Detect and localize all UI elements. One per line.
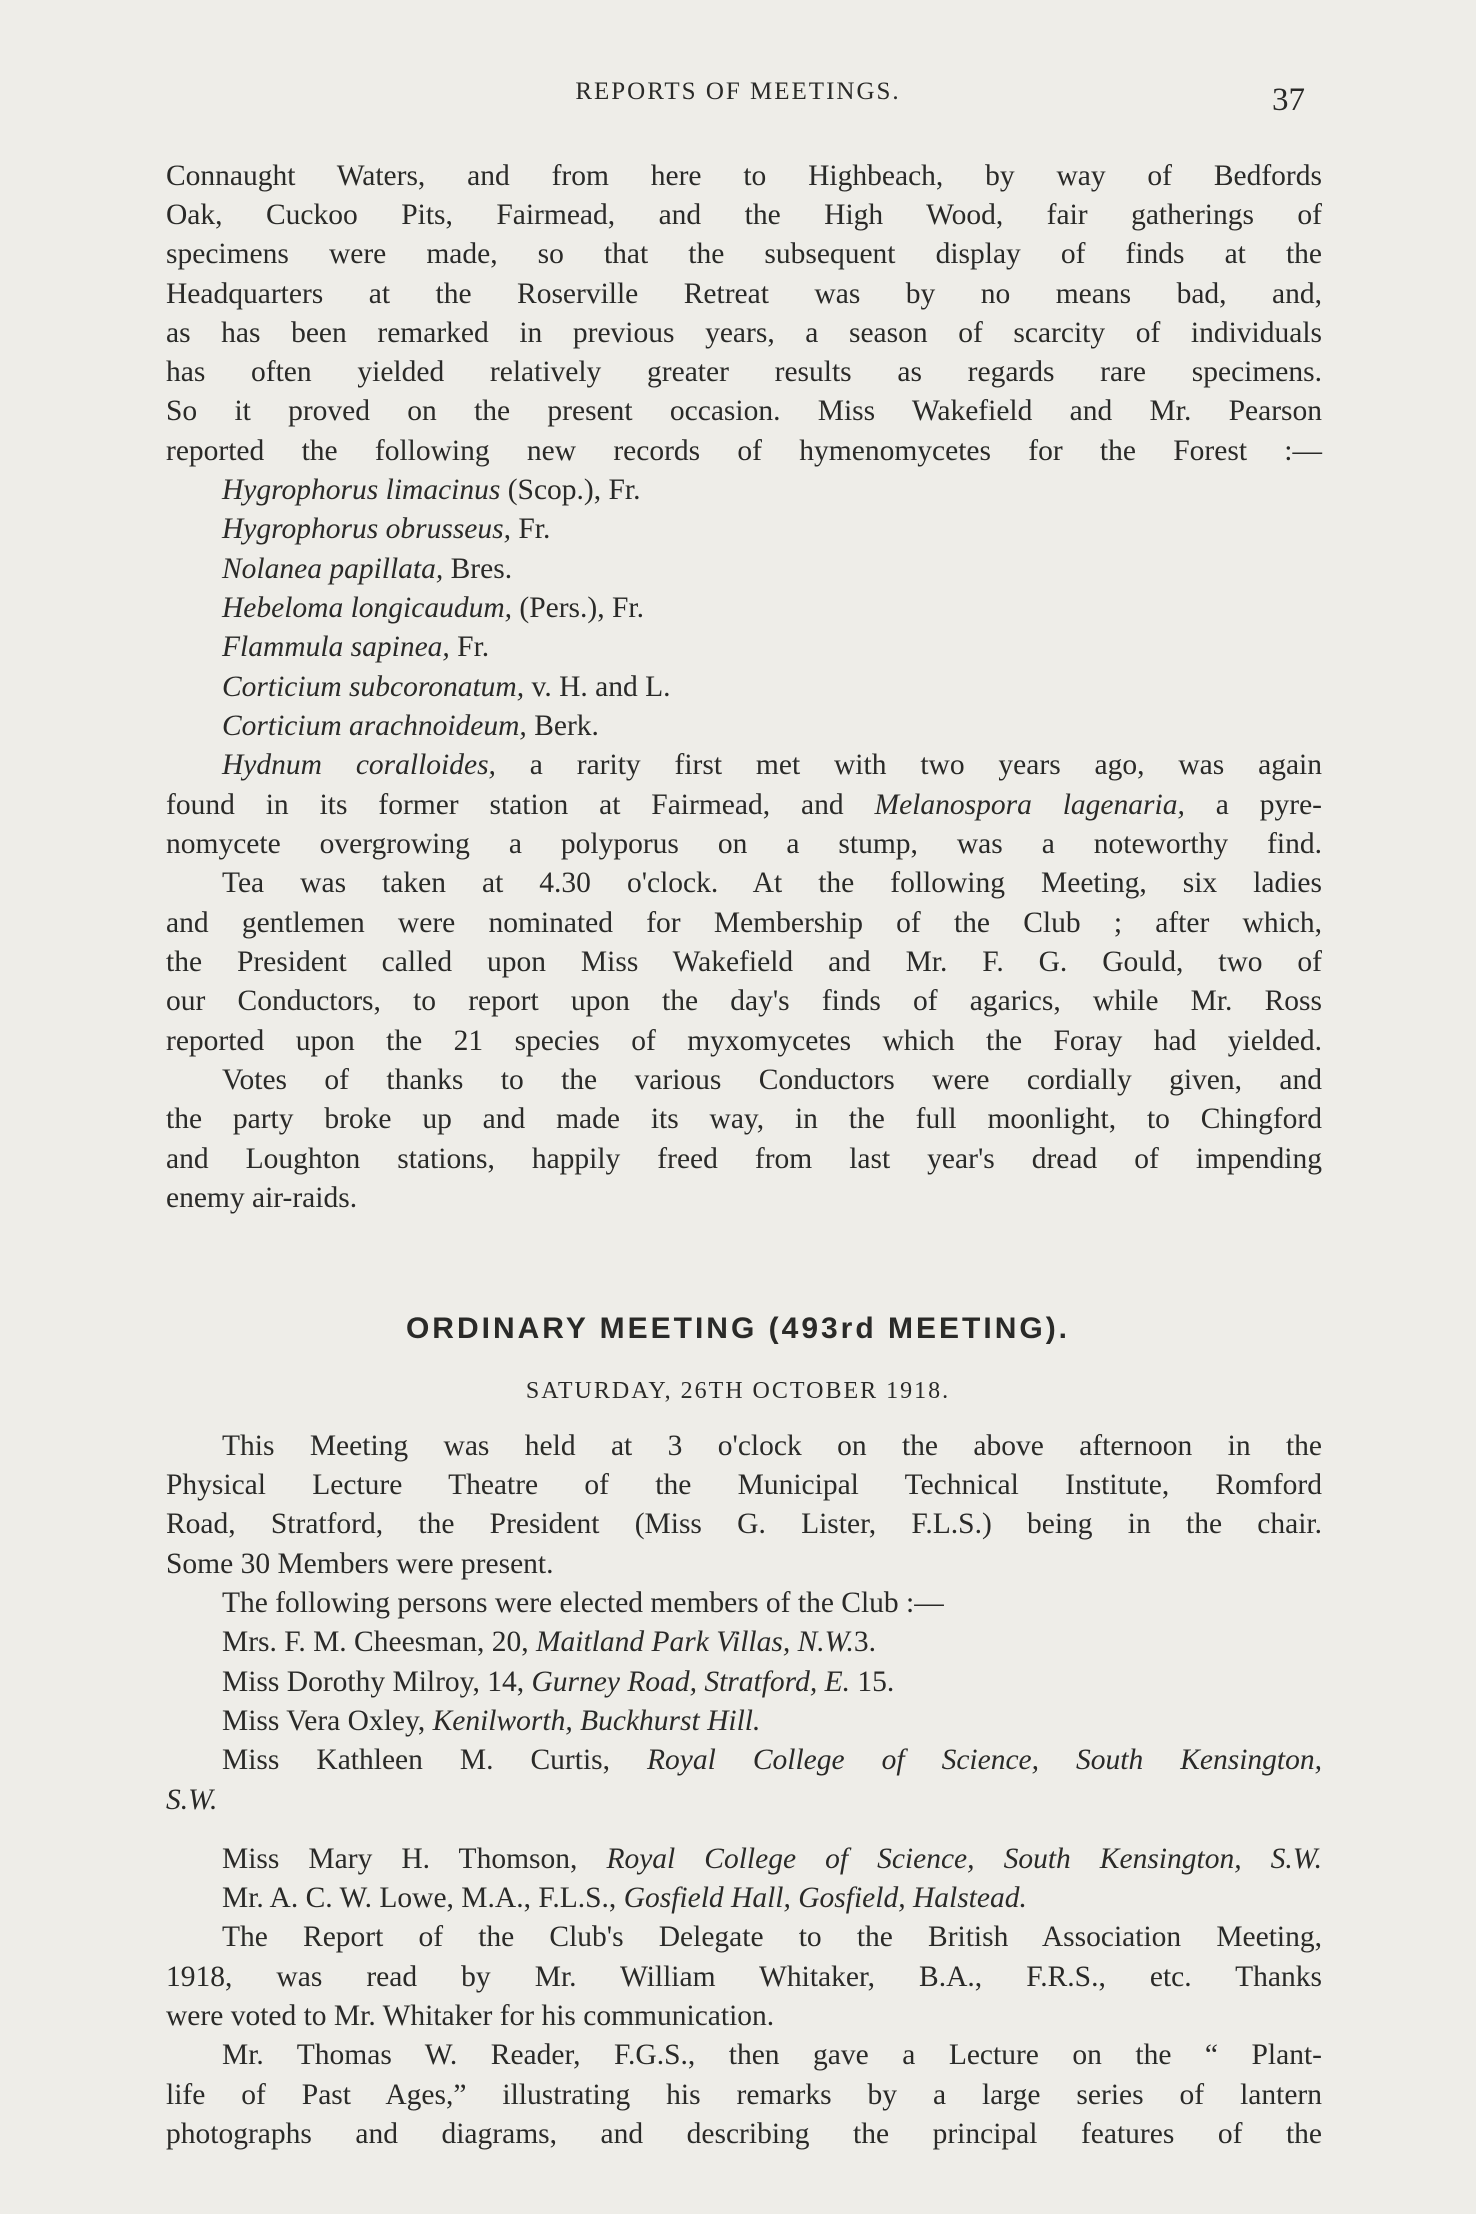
text-line: specimens were made, so that the subsequent display of finds at the — [166, 238, 1322, 270]
member-address: S.W. — [166, 1784, 218, 1816]
text-line: the party broke up and made its way, in the full moonlight, to Chingford — [166, 1103, 1322, 1135]
member-entry — [222, 1668, 894, 1698]
text-span: found in its former station at Fairmead, and — [166, 789, 875, 821]
species-entry — [222, 633, 489, 663]
text-line: has often yielded relatively greater results as regards rare specimens. — [166, 356, 1322, 388]
species-authority: (Pers.), Fr. — [512, 592, 644, 624]
text-line — [166, 791, 1322, 821]
species-name: Melanospora lagenaria, — [874, 789, 1185, 821]
text-line: the President called upon Miss Wakefield and Mr. F. G. Gould, two of — [166, 946, 1322, 978]
member-entry — [222, 1707, 760, 1737]
species-name: Corticium arachnoideum, — [222, 710, 527, 742]
species-name: Flammula sapinea, — [222, 631, 450, 663]
member-entry — [222, 1746, 1322, 1776]
text-span: a rarity first met with two years ago, was again — [495, 749, 1323, 781]
member-name: Miss Vera Oxley, — [222, 1705, 433, 1737]
text-line: Connaught Waters, and from here to Highbeach, by way of Bedfords — [166, 160, 1322, 192]
text-line: reported the following new records of hymenomycetes for the Forest :— — [166, 435, 1322, 467]
species-entry — [222, 515, 550, 545]
page-number: 37 — [1272, 82, 1305, 118]
member-address: Royal College of Science, South Kensington, — [647, 1744, 1322, 1776]
species-authority: Fr. — [449, 631, 490, 663]
text-line: and Loughton stations, happily freed from last year's dread of impending — [166, 1143, 1322, 1175]
species-entry — [222, 476, 640, 506]
text-line: Physical Lecture Theatre of the Municipal Technical Institute, Romford — [166, 1469, 1322, 1501]
text-line: Mr. Thomas W. Reader, F.G.S., then gave a Lecture on the “ Plant- — [222, 2039, 1322, 2071]
text-line: The following persons were elected members of the Club :— — [222, 1587, 944, 1619]
text-line: The Report of the Club's Delegate to the British Association Meeting, — [222, 1921, 1322, 1953]
meeting-heading: ORDINARY MEETING (493rd MEETING). — [405, 1312, 1071, 1345]
text-line: enemy air-raids. — [166, 1182, 358, 1214]
species-entry — [222, 594, 644, 624]
member-address: Maitland Park Villas, N.W. — [535, 1626, 854, 1658]
member-name: Mrs. F. M. Cheesman, 20, — [222, 1626, 536, 1658]
text-line: Some 30 Members were present. — [166, 1548, 554, 1580]
text-line: So it proved on the present occasion. Miss Wakefield and Mr. Pearson — [166, 395, 1322, 427]
species-name: Nolanea papillata, — [222, 553, 444, 585]
member-name: Mr. A. C. W. Lowe, M.A., F.L.S., — [222, 1882, 624, 1914]
species-authority: Berk. — [526, 710, 599, 742]
species-entry — [222, 555, 512, 585]
member-entry — [166, 1786, 217, 1816]
species-authority: Fr. — [511, 513, 551, 545]
text-line: as has been remarked in previous years, a season of scarcity of individuals — [166, 317, 1322, 349]
species-entry — [222, 673, 671, 703]
text-line: Votes of thanks to the various Conductors were cordially given, and — [222, 1064, 1322, 1096]
member-address: Royal College of Science, South Kensington, S.W. — [606, 1843, 1322, 1875]
member-address: Gurney Road, Stratford, E. — [531, 1666, 850, 1698]
member-address-tail: 15. — [849, 1666, 895, 1698]
text-line: our Conductors, to report upon the day's finds of agarics, while Mr. Ross — [166, 985, 1322, 1017]
text-line: This Meeting was held at 3 o'clock on the above afternoon in the — [222, 1430, 1322, 1462]
species-name: Hydnum coralloides, — [222, 749, 496, 781]
species-name: Corticium subcoronatum, — [222, 671, 525, 703]
meeting-date: SATURDAY, 26TH OCTOBER 1918. — [525, 1378, 951, 1404]
member-address: Gosfield Hall, Gosfield, Halstead. — [623, 1882, 1027, 1914]
member-entry — [222, 1845, 1322, 1875]
text-line: reported upon the 21 species of myxomycetes which the Foray had yielded. — [166, 1025, 1322, 1057]
species-name: Hebeloma longicaudum, — [222, 592, 513, 624]
species-name: Hygrophorus limacinus — [222, 474, 501, 506]
text-line: were voted to Mr. Whitaker for his communication. — [166, 2000, 775, 2032]
species-entry — [222, 712, 599, 742]
member-address-tail: 3. — [853, 1626, 877, 1658]
text-line: Tea was taken at 4.30 o'clock. At the following Meeting, six ladies — [222, 867, 1322, 899]
member-entry — [222, 1884, 1027, 1914]
text-line — [222, 751, 1322, 781]
text-line: Oak, Cuckoo Pits, Fairmead, and the High Wood, fair gatherings of — [166, 199, 1322, 231]
member-address: Kenilworth, Buckhurst Hill. — [432, 1705, 761, 1737]
species-authority: v. H. and L. — [524, 671, 671, 703]
text-span: a pyre- — [1184, 789, 1322, 821]
member-name: Miss Dorothy Milroy, 14, — [222, 1666, 532, 1698]
text-line: 1918, was read by Mr. William Whitaker, B.A., F.R.S., etc. Thanks — [166, 1961, 1322, 1993]
species-authority: (Scop.), Fr. — [500, 474, 641, 506]
text-line: Headquarters at the Roserville Retreat was by no means bad, and, — [166, 278, 1322, 310]
member-entry — [222, 1628, 876, 1658]
text-line: nomycete overgrowing a polyporus on a stump, was a noteworthy find. — [166, 828, 1322, 860]
text-line: photographs and diagrams, and describing the principal features of the — [166, 2118, 1322, 2150]
species-authority: Bres. — [443, 553, 513, 585]
text-line: Road, Stratford, the President (Miss G. Lister, F.L.S.) being in the chair. — [166, 1508, 1322, 1540]
species-name: Hygrophorus obrusseus, — [222, 513, 512, 545]
member-name: Miss Kathleen M. Curtis, — [222, 1744, 648, 1776]
member-name: Miss Mary H. Thomson, — [222, 1843, 607, 1875]
text-line: life of Past Ages,” illustrating his remarks by a large series of lantern — [166, 2079, 1322, 2111]
running-head: REPORTS OF MEETINGS. — [575, 78, 901, 105]
text-line: and gentlemen were nominated for Membership of the Club ; after which, — [166, 907, 1322, 939]
